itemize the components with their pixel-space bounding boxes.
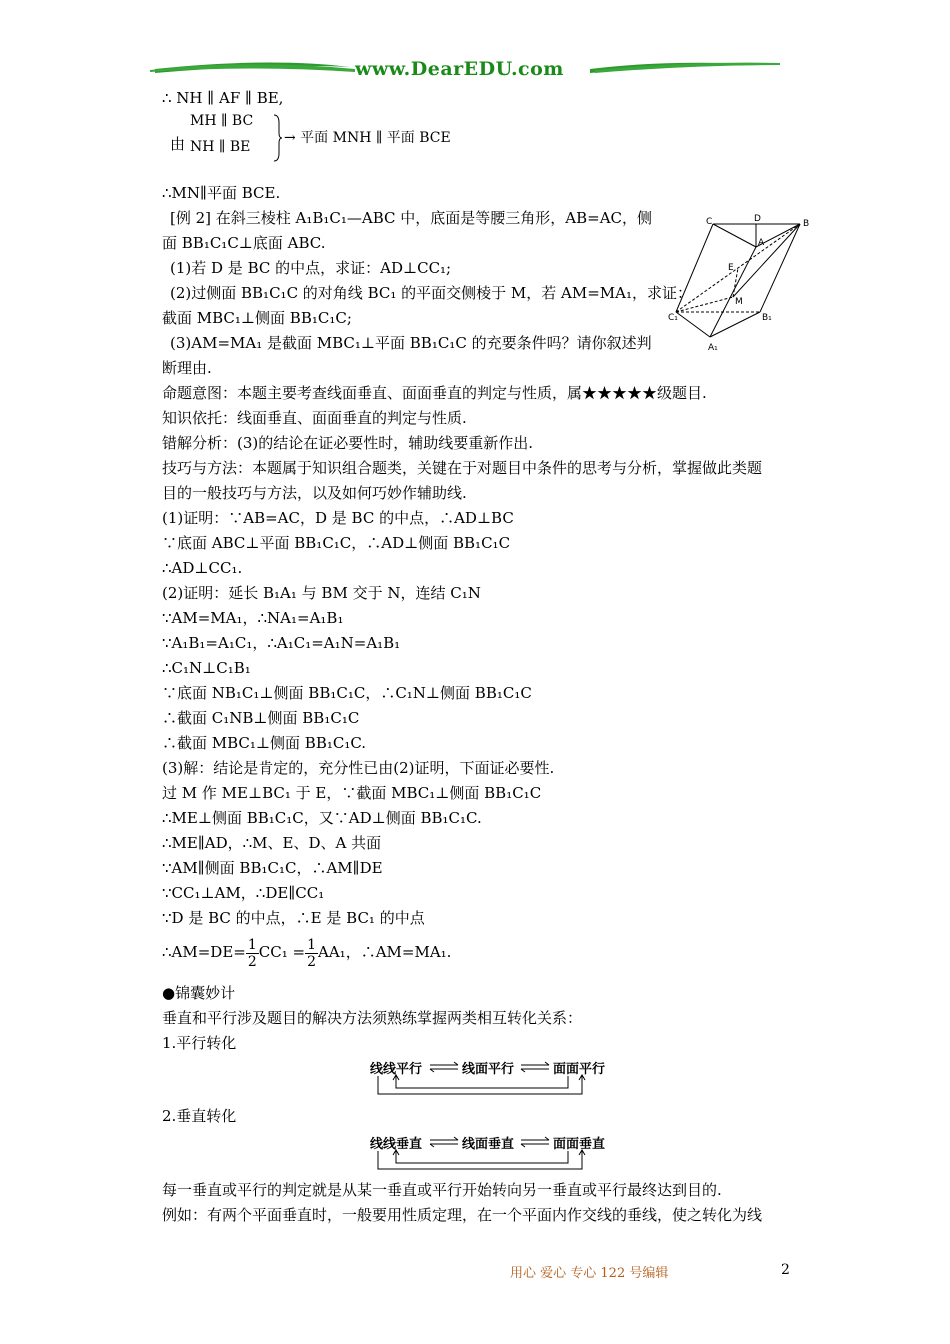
example-line-4: (2)过侧面 BB₁C₁C 的对角线 BC₁ 的平面交侧棱于 M，若 AM=MA₁，求证：: [170, 284, 692, 302]
final-eq: =: [287, 943, 306, 961]
parallel-node: 线面平行: [462, 1062, 515, 1077]
example-line-7: 断理由.: [162, 359, 212, 377]
proof-line: ∴截面 C₁NB⊥侧面 BB₁C₁C: [162, 709, 360, 727]
fraction-half: [246, 937, 259, 970]
intent-line: 命题意图：本题主要考查线面垂直、面面垂直的判定与性质，属★★★★★级题目.: [162, 384, 707, 402]
brace-icon: [272, 113, 282, 163]
proof-line: ∵D 是 BC 的中点，∴E 是 BC₁ 的中点: [162, 909, 425, 927]
example-tip-line: 例如：有两个平面垂直时，一般要用性质定理，在一个平面内作交线的垂线，使之转化为线: [162, 1206, 763, 1224]
proof-line: ∵AM∥侧面 BB₁C₁C，∴AM∥DE: [162, 859, 383, 877]
final-aa: AA₁，∴AM=MA₁.: [318, 943, 452, 961]
fraction-half-2: [305, 937, 318, 970]
perp-arrows: [370, 1133, 610, 1173]
parallel-diagram: [370, 1058, 610, 1098]
proof-line: ∴C₁N⊥C₁B₁: [162, 659, 251, 677]
perp-node: 线线垂直: [370, 1137, 423, 1152]
perp-diagram: [370, 1133, 610, 1173]
proof-line: (3)解：结论是肯定的，充分性已由(2)证明，下面证必要性.: [162, 759, 555, 777]
fraction-denominator: 2: [247, 953, 257, 970]
proof-line: ∵AM=MA₁，∴NA₁=A₁B₁: [162, 609, 344, 627]
proof-line: 过 M 作 ME⊥BC₁ 于 E，∵截面 MBC₁⊥侧面 BB₁C₁C: [162, 784, 542, 802]
label-m: M: [735, 297, 743, 307]
example-line-2: 面 BB₁C₁C⊥底面 ABC.: [162, 234, 326, 252]
label-c: C: [706, 217, 713, 227]
proof-line: ∵CC₁⊥AM，∴DE∥CC₁: [162, 884, 325, 902]
proof-line: ∵底面 ABC⊥平面 BB₁C₁C，∴AD⊥侧面 BB₁C₁C: [162, 534, 511, 552]
prism-figure: [668, 212, 818, 354]
label-a1: A₁: [708, 343, 718, 353]
proof-line: ∴AD⊥CC₁.: [162, 559, 243, 577]
basis-line: 知识依托：线面垂直、面面垂直的判定与性质.: [162, 409, 467, 427]
fraction-numerator: 1: [307, 936, 317, 953]
label-b: B: [803, 219, 810, 229]
perp-node: 线面垂直: [462, 1137, 515, 1152]
proof-line: (1)证明：∵AB=AC，D 是 BC 的中点，∴AD⊥BC: [162, 509, 514, 527]
method-line-1: 技巧与方法：本题属于知识组合题类，关键在于对题目中条件的思考与分析，掌握做此类题: [162, 459, 763, 477]
example-line-6: (3)AM=MA₁ 是截面 MBC₁⊥平面 BB₁C₁C 的充要条件吗？请你叙述判: [170, 334, 652, 352]
footer-note: 用心 爱心 专心 122 号编辑: [510, 1266, 669, 1281]
example-line-3: (1)若 D 是 BC 的中点，求证：AD⊥CC₁;: [170, 259, 452, 277]
intro-line: ∴ NH ∥ AF ∥ BE,: [162, 89, 284, 107]
mn-conclusion: ∴MN∥平面 BCE.: [162, 184, 281, 202]
proof-line: (2)证明：延长 B₁A₁ 与 BM 交于 N，连结 C₁N: [162, 584, 481, 602]
example-line-5: 截面 MBC₁⊥侧面 BB₁C₁C;: [162, 309, 352, 327]
parallel-arrows: [370, 1058, 610, 1098]
parallel-title: 1.平行转化: [162, 1034, 237, 1052]
perp-title: 2.垂直转化: [162, 1107, 237, 1125]
final-equation: [162, 934, 451, 970]
condition-nh: NH ∥ BE: [190, 139, 251, 155]
proof-line: ∴截面 MBC₁⊥侧面 BB₁C₁C.: [162, 734, 367, 752]
label-c1: C₁: [668, 313, 678, 323]
error-line: 错解分析：(3)的结论在证必要性时，辅助线要重新作出.: [162, 434, 534, 452]
proof-line: ∵A₁B₁=A₁C₁，∴A₁C₁=A₁N=A₁B₁: [162, 634, 401, 652]
proof-line: ∴ME⊥侧面 BB₁C₁C，又∵AD⊥侧面 BB₁C₁C.: [162, 809, 482, 827]
summary-line: 每一垂直或平行的判定就是从某一垂直或平行开始转向另一垂直或平行最终达到目的.: [162, 1181, 722, 1199]
method-line-2: 目的一般技巧与方法，以及如何巧妙作辅助线.: [162, 484, 467, 502]
final-cc: CC₁: [258, 943, 288, 961]
label-e: E: [728, 263, 734, 273]
tips-intro: 垂直和平行涉及题目的解决方法须熟练掌握两类相互转化关系：: [162, 1009, 583, 1027]
proof-line: ∵底面 NB₁C₁⊥侧面 BB₁C₁C，∴C₁N⊥侧面 BB₁C₁C: [162, 684, 532, 702]
label-b1: B₁: [762, 313, 772, 323]
final-prefix: ∴AM=DE=: [162, 943, 246, 961]
you-char: 由: [170, 135, 186, 153]
condition-block: [170, 113, 510, 173]
parallel-node: 线线平行: [370, 1062, 423, 1077]
site-banner-text: www.DearEDU.com: [355, 58, 564, 80]
proof-line: ∴ME∥AD，∴M、E、D、A 共面: [162, 834, 382, 852]
tips-title: ●锦囊妙计: [162, 984, 236, 1002]
fraction-denominator: 2: [307, 953, 317, 970]
parallel-node: 面面平行: [553, 1062, 606, 1077]
example-line-1: [例 2] 在斜三棱柱 A₁B₁C₁—ABC 中，底面是等腰三角形，AB=AC，侧: [170, 209, 653, 227]
perp-node: 面面垂直: [553, 1137, 606, 1152]
fraction-numerator: 1: [247, 936, 257, 953]
conclusion: → 平面 MNH ∥ 平面 BCE: [284, 130, 451, 146]
label-d: D: [754, 214, 761, 224]
page-number: 2: [781, 1262, 790, 1278]
label-a: A: [758, 238, 765, 248]
condition-mh: MH ∥ BC: [190, 113, 254, 129]
